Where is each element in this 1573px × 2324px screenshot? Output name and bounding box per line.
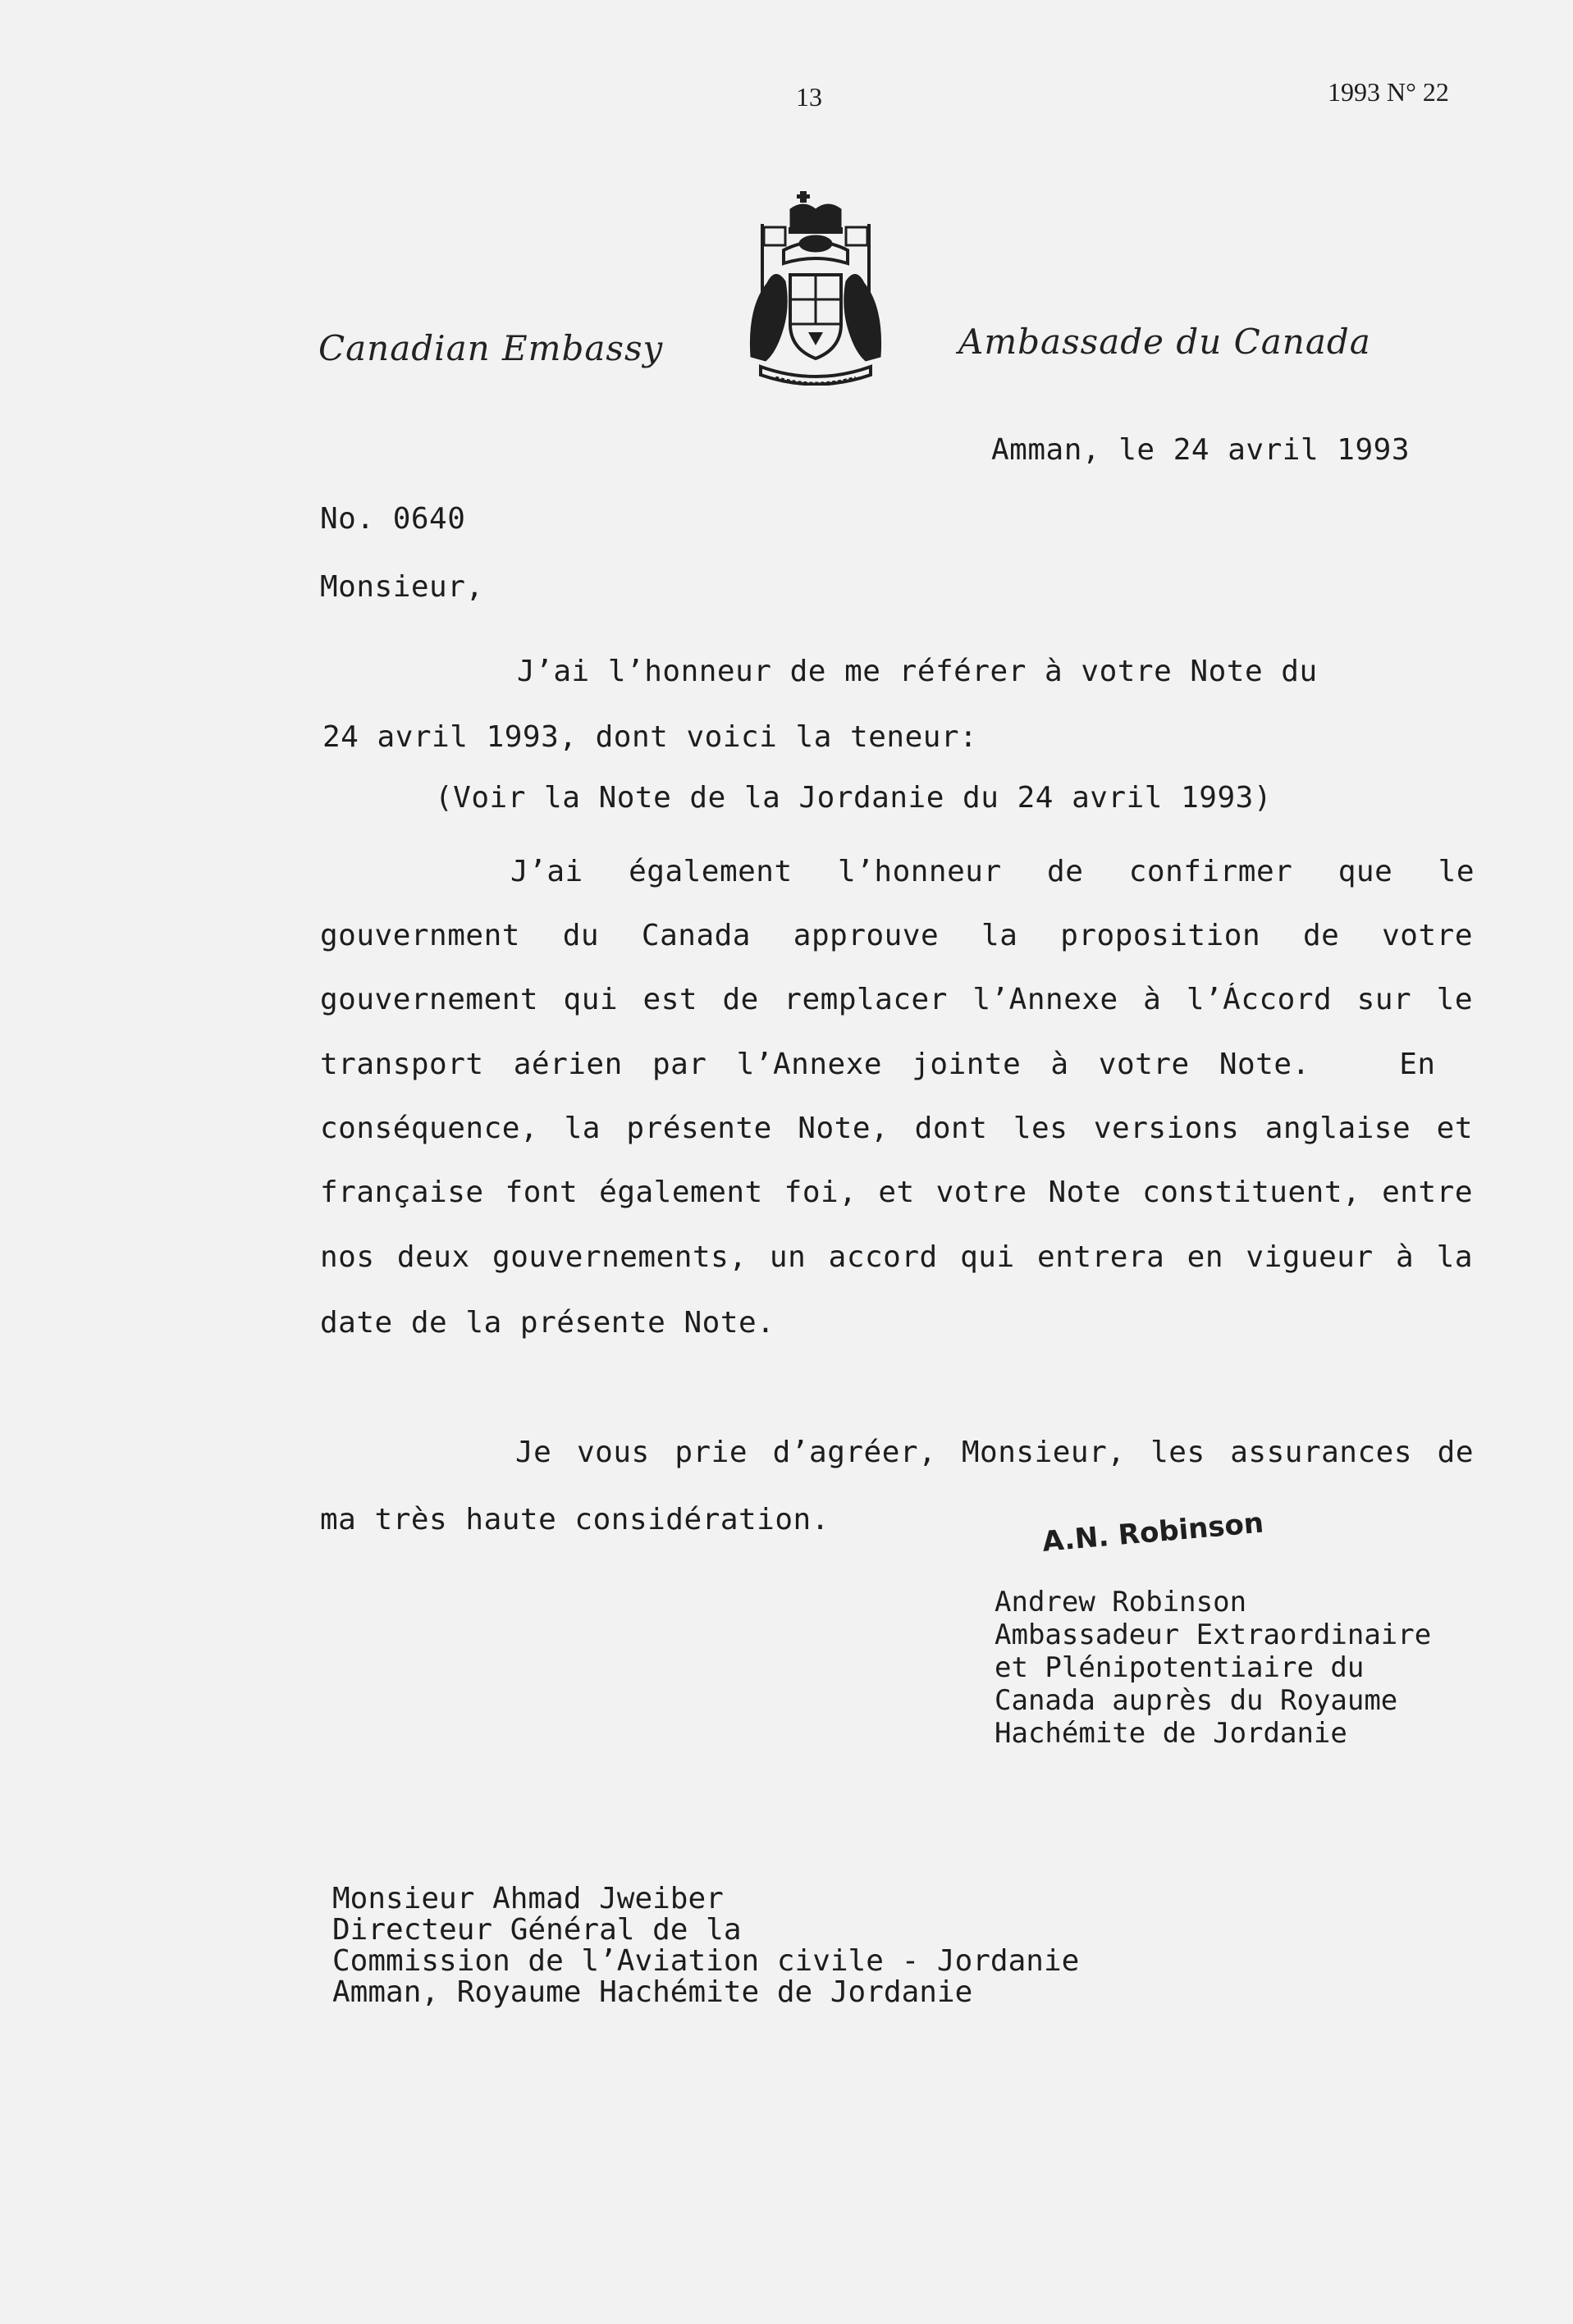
paragraph-2-line: gouvernment du Canada approuve la proposition de votre <box>320 919 1473 952</box>
quoted-note-reference: (Voir la Note de la Jordanie du 24 avril 1993) <box>435 781 1272 815</box>
recipient-address <box>332 1883 1079 2008</box>
handwritten-signature: A.N. Robinson <box>1040 1506 1265 1559</box>
paragraph-2-line: transport aérien par l’Annexe jointe à votre Note. En <box>320 1048 1436 1081</box>
recipient-name: Monsieur Ahmad Jweiber <box>332 1882 724 1915</box>
paragraph-2-line: nos deux gouvernements, un accord qui entrera en vigueur à la <box>320 1240 1473 1274</box>
coat-of-arms-icon <box>743 185 889 386</box>
letterhead-french: Ambassade du Canada <box>958 322 1371 362</box>
closing-line: ma très haute considération. <box>320 1503 830 1536</box>
recipient-location: Amman, Royaume Hachémite de Jordanie <box>332 1975 973 2009</box>
paragraph-2-line: conséquence, la présente Note, dont les versions anglaise et <box>320 1112 1473 1145</box>
paragraph-2-line: date de la présente Note. <box>320 1306 775 1340</box>
paragraph-1-line: J’ai l’honneur de me référer à votre Note du <box>517 655 1318 688</box>
signatory-title: et Plénipotentiaire du <box>995 1651 1365 1684</box>
place-date: Amman, le 24 avril 1993 <box>991 433 1410 467</box>
closing-line: Je vous prie d’agréer, Monsieur, les assurances de <box>515 1436 1474 1469</box>
paragraph-1-line: 24 avril 1993, dont voici la teneur: <box>322 720 978 754</box>
signatory-title: Ambassadeur Extraordinaire <box>995 1619 1432 1651</box>
letterhead-english: Canadian Embassy <box>318 328 664 368</box>
paragraph-2-line: gouvernement qui est de remplacer l’Annexe à l’Áccord sur le <box>320 983 1473 1016</box>
signatory-title: Canada auprès du Royaume <box>995 1684 1398 1717</box>
recipient-title: Directeur Général de la <box>332 1913 742 1947</box>
signatory-title: Hachémite de Jordanie <box>995 1717 1347 1750</box>
signatory-name: Andrew Robinson <box>995 1586 1247 1619</box>
recipient-organization: Commission de l’Aviation civile - Jordanie <box>332 1944 1080 1978</box>
note-reference: No. 0640 <box>320 502 466 536</box>
paragraph-2-line: française font également foi, et votre Note constituent, entre <box>320 1176 1473 1209</box>
page-number: 13 <box>796 82 822 112</box>
signature-block <box>995 1586 1431 1750</box>
paragraph-2-line: J’ai également l’honneur de confirmer que le <box>510 855 1475 888</box>
series-number: 1993 N° 22 <box>1328 77 1449 107</box>
salutation: Monsieur, <box>320 570 484 604</box>
